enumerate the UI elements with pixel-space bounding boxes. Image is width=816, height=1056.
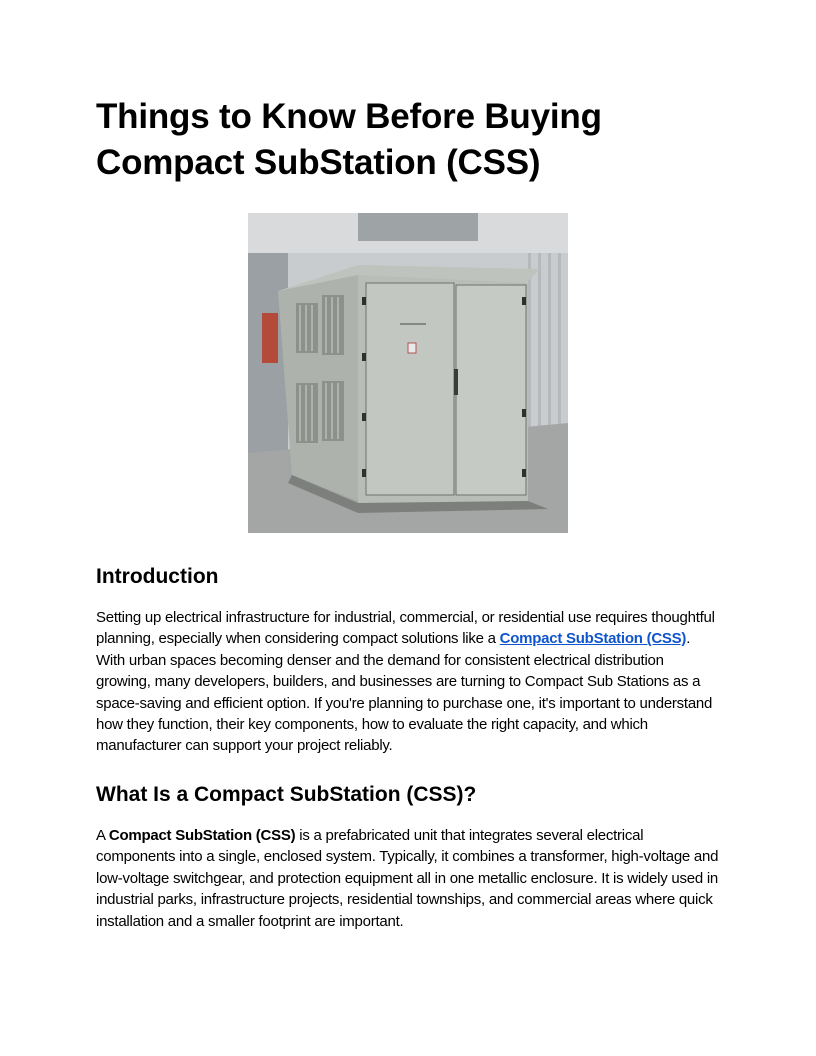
what-is-rest: is a prefabricated unit that integrates several electrical components into a single, enclosed system. Typically, it combines a transformer, high-voltage and low-voltage switchgear, and protection equipment all in one metallic enclosure. It is widely used in industrial parks, infrastructure projects, residential townships, and commercial areas where quick installation and a smaller footprint are important. (96, 827, 719, 930)
what-is-css-paragraph (96, 825, 720, 932)
section-heading-what-is-css: What Is a Compact SubStation (CSS)? (96, 783, 477, 806)
intro-text-before-link: Setting up electrical infrastructure for industrial, commercial, or residential use requires thoughtful planning, especially when considering compact solutions like a (96, 609, 715, 648)
css-bold-term: Compact SubStation (CSS) (108, 827, 296, 844)
intro-text-after-link: . With urban spaces becoming denser and the demand for consistent electrical distribution growing, many developers, builders, and businesses are turning to Compact Sub Stations as a space-saving and efficient option. If you're planning to purchase one, it's important to understand how they function, their key components, how to evaluate the right capacity, and which manufacturer can support your project reliably. (96, 630, 713, 755)
section-heading-introduction: Introduction (96, 565, 219, 588)
substation-photo (248, 213, 568, 533)
compact-substation-link[interactable]: Compact SubStation (CSS) (499, 630, 687, 648)
what-is-lead: A (96, 827, 109, 844)
introduction-paragraph (96, 607, 720, 757)
page-title: Things to Know Before Buying Compact SubStation (CSS) (96, 97, 602, 182)
